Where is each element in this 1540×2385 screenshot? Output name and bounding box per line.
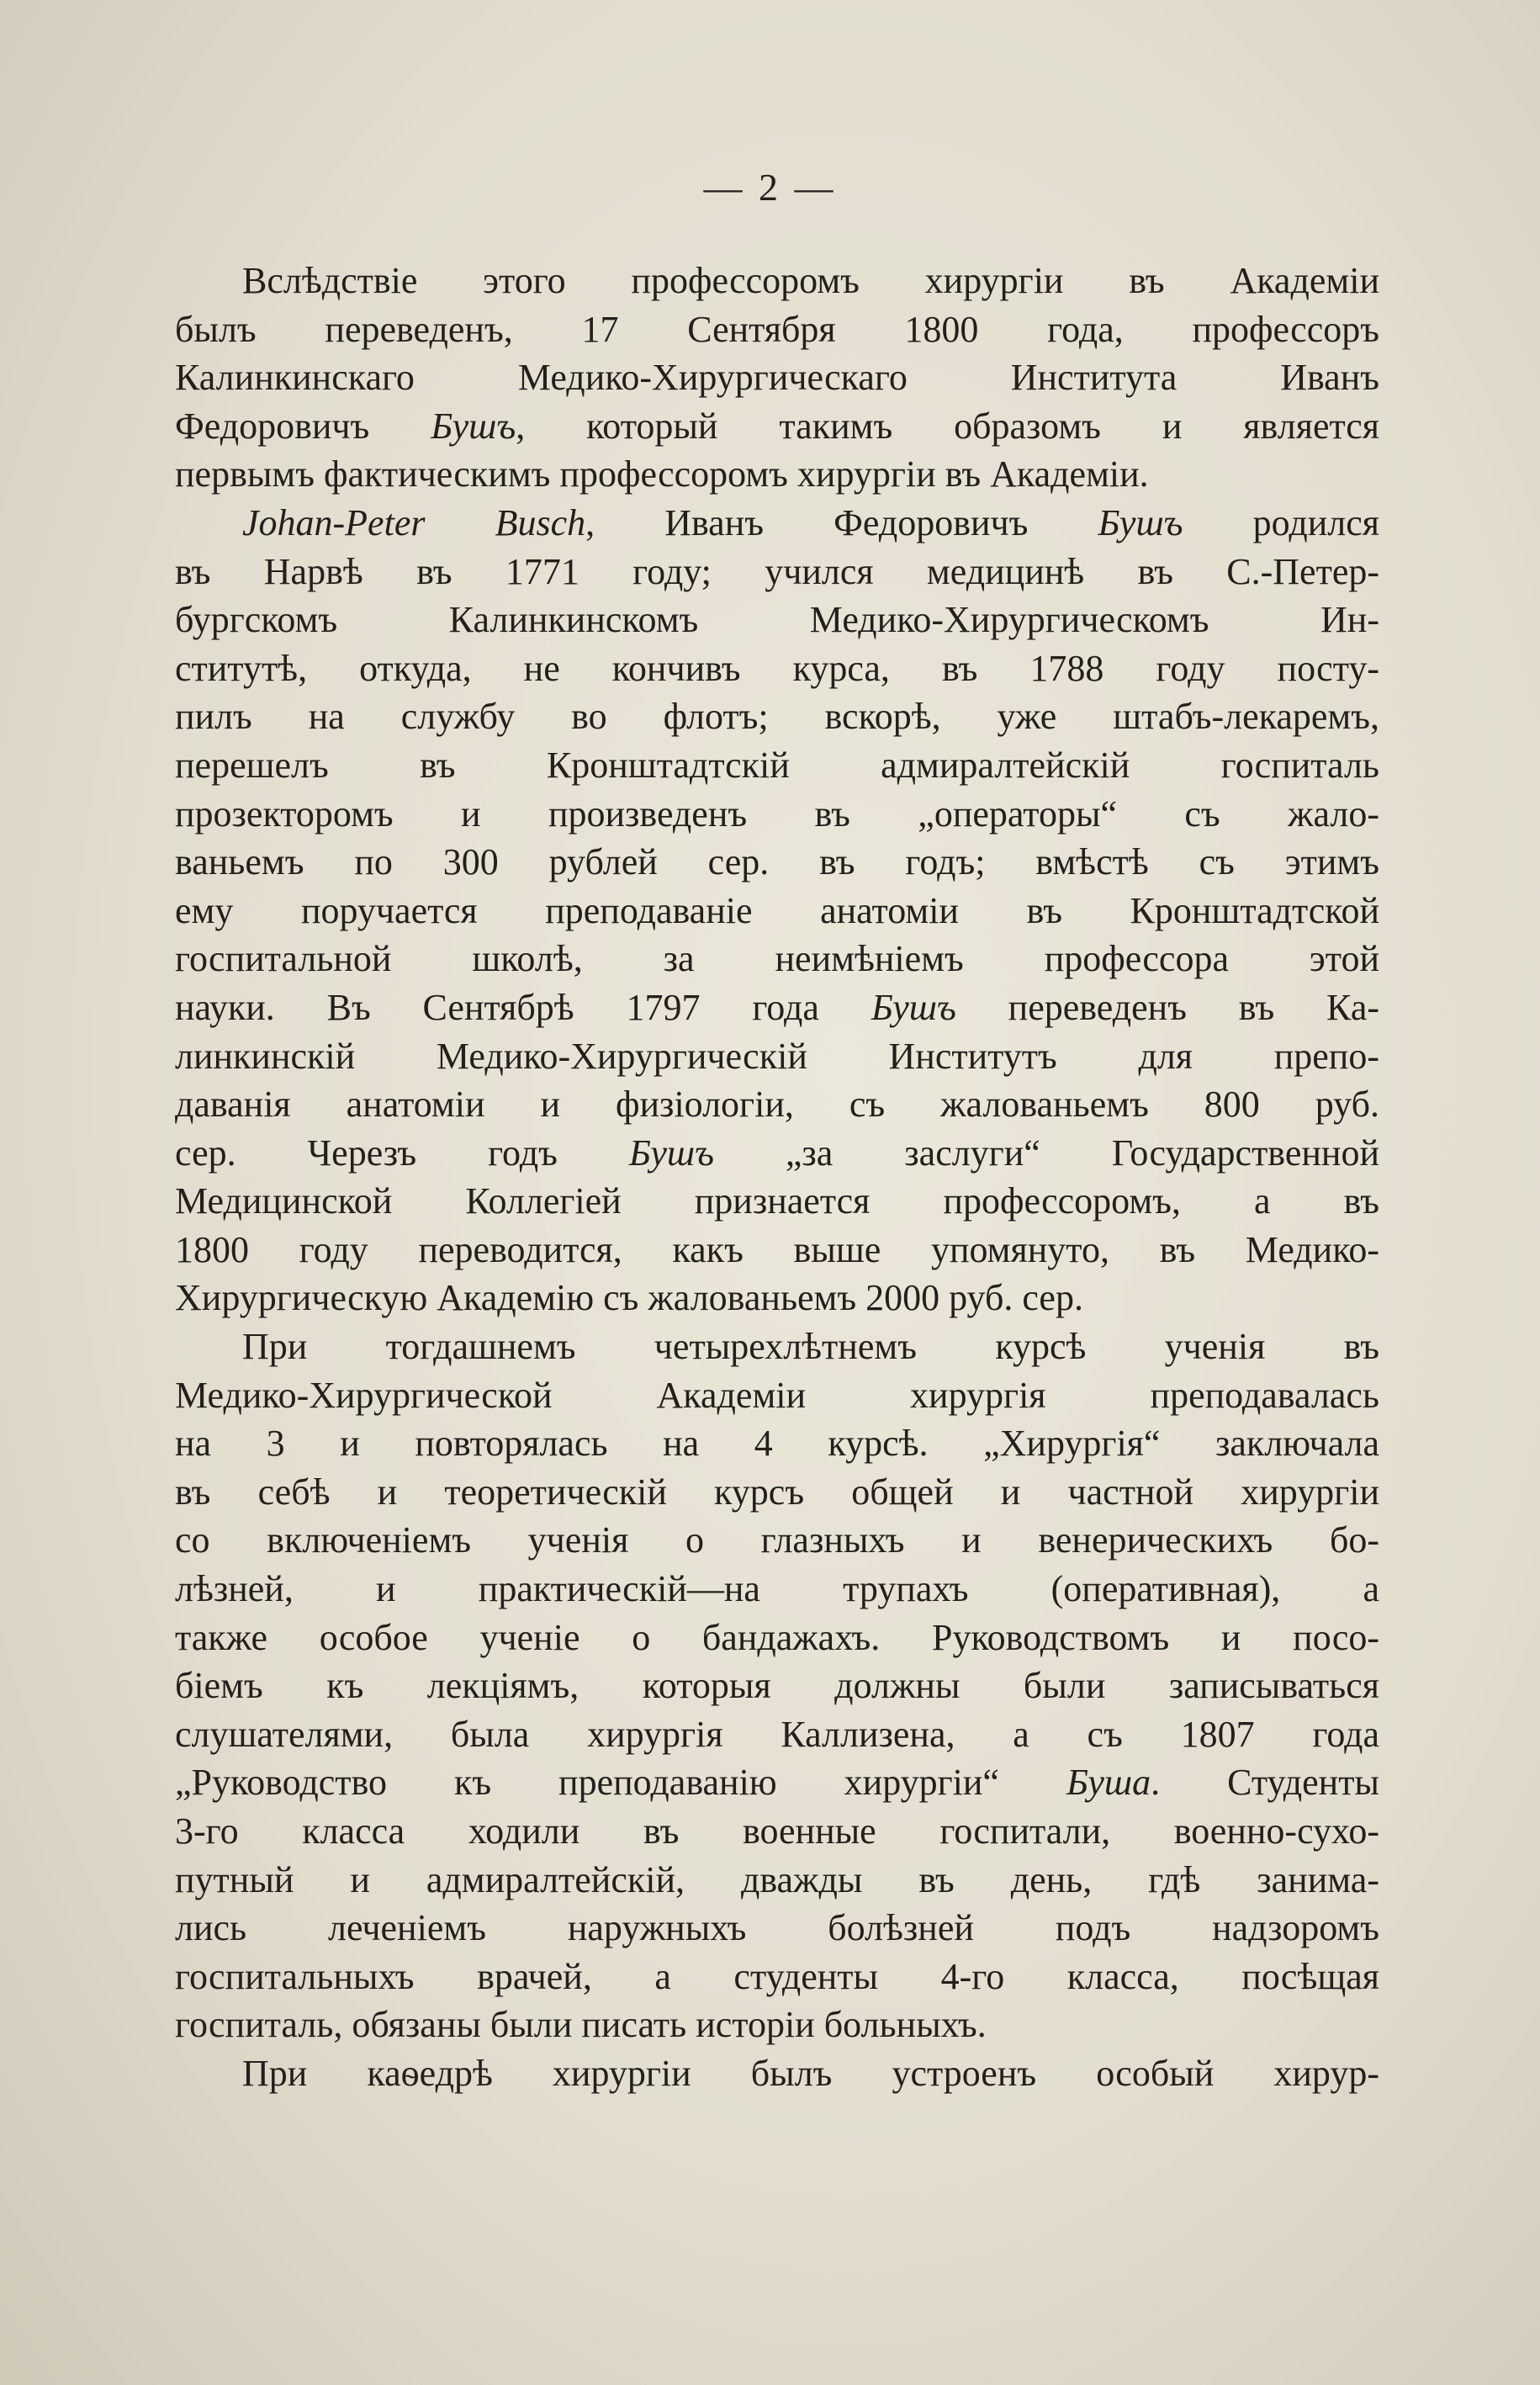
paragraph	[175, 2049, 1379, 2098]
text-run: ваньемъ по 300 рублей сер. въ годъ; вмѣстѣ съ этимъ	[175, 841, 1379, 883]
text-run: ему поручается преподаваніе анатоміи въ Кронштадтской	[175, 889, 1379, 931]
text-run: слушателями, была хирургія Каллизена, а съ 1807 года	[175, 1713, 1379, 1755]
text-line	[175, 1807, 1379, 1856]
text-run: 3-го класса ходили въ военные госпитали, военно-сухо-	[175, 1810, 1379, 1852]
text-line	[175, 548, 1379, 596]
text-line	[175, 741, 1379, 790]
paragraph	[175, 257, 1379, 499]
text-run: родился	[1183, 501, 1380, 543]
text-line	[175, 935, 1379, 983]
text-run: , Иванъ Федоровичъ	[585, 501, 1098, 543]
text-run: лѣзней, и практическій—на трупахъ (оперативная), а	[175, 1568, 1379, 1610]
text-run: на 3 и повторялась на 4 курсѣ. „Хирургія“ заключала	[175, 1423, 1379, 1465]
italic-name: Бушъ	[1098, 501, 1183, 543]
text-run: Калинкинскаго Медико-Хирургическаго Института Иванъ	[175, 357, 1379, 399]
text-line	[175, 1468, 1379, 1517]
text-run: линкинскій Медико-Хирургическій Институтъ для препо-	[175, 1035, 1379, 1077]
text-run: бургскомъ Калинкинскомъ Медико-Хирургическомъ Ин-	[175, 599, 1379, 641]
italic-name: Бушъ	[871, 986, 956, 1028]
text-run: При тогдашнемъ четырехлѣтнемъ курсѣ ученія въ	[242, 1326, 1379, 1368]
italic-name: Johan-Peter Busch	[242, 501, 586, 543]
text-line	[175, 1710, 1379, 1759]
text-line	[175, 305, 1379, 354]
text-run: Медико-Хирургической Академіи хирургія преподавалась	[175, 1374, 1379, 1416]
text-line	[175, 499, 1379, 548]
text-line	[175, 1322, 1379, 1371]
text-line	[175, 353, 1379, 402]
italic-name: Бушъ	[628, 1132, 714, 1174]
text-run: со включеніемъ ученія о глазныхъ и венерическихъ бо-	[175, 1519, 1379, 1561]
text-run: . Студенты	[1151, 1762, 1379, 1804]
text-line	[175, 2001, 1379, 2049]
italic-name: Буша	[1066, 1762, 1151, 1804]
text-run: госпитальной школѣ, за неимѣніемъ профессора этой	[175, 938, 1379, 980]
text-run: въ себѣ и теоретическій курсъ общей и частной хирургіи	[175, 1471, 1379, 1513]
text-run: путный и адмиралтейскій, дважды въ день, гдѣ занима-	[175, 1858, 1379, 1900]
text-line	[175, 2049, 1379, 2098]
text-run: 1800 году переводится, какъ выше упомянуто, въ Медико-	[175, 1228, 1379, 1270]
text-run: Хирургическую Академію съ жалованьемъ 2000 руб. сер.	[175, 1277, 1083, 1319]
text-line	[175, 402, 1379, 451]
text-line	[175, 1274, 1379, 1322]
text-run: Федоровичъ	[175, 405, 431, 447]
text-run: „за заслуги“ Государственной	[713, 1132, 1379, 1174]
text-line	[175, 1758, 1379, 1807]
text-run: былъ переведенъ, 17 Сентября 1800 года, профессоръ	[175, 308, 1379, 350]
text-line	[175, 1904, 1379, 1953]
text-run: переведенъ въ Ка-	[955, 986, 1380, 1028]
main-text	[175, 257, 1379, 2098]
text-line	[175, 1371, 1379, 1420]
paragraph	[175, 1322, 1379, 2049]
text-run: сер. Черезъ годъ	[175, 1132, 629, 1174]
text-line	[175, 1953, 1379, 2001]
text-line	[175, 692, 1379, 741]
text-line	[175, 887, 1379, 935]
text-run: госпитальныхъ врачей, а студенты 4-го класса, посѣщая	[175, 1955, 1379, 1997]
text-run: пилъ на службу во флотъ; вскорѣ, уже штабъ-лекаремъ,	[175, 696, 1379, 738]
text-run: госпиталь, обязаны были писать исторіи больныхъ.	[175, 2004, 987, 2046]
text-line	[175, 838, 1379, 887]
text-run: біемъ къ лекціямъ, которыя должны были записываться	[175, 1665, 1379, 1707]
text-run: науки. Въ Сентябрѣ 1797 года	[175, 986, 871, 1028]
text-line	[175, 983, 1379, 1032]
text-line	[175, 450, 1379, 499]
text-run: , который такимъ образомъ и является	[516, 405, 1380, 447]
text-run: При каѳедрѣ хирургіи былъ устроенъ особый хирур-	[242, 2052, 1379, 2094]
text-line	[175, 1032, 1379, 1081]
text-line	[175, 1565, 1379, 1614]
text-line	[175, 1516, 1379, 1565]
text-line	[175, 596, 1379, 644]
text-run: даванія анатоміи и физіологіи, съ жалованьемъ 800 руб.	[175, 1084, 1379, 1126]
text-line	[175, 1177, 1379, 1226]
text-line	[175, 790, 1379, 839]
text-run: перешелъ въ Кронштадтскій адмиралтейскій госпиталь	[175, 744, 1379, 786]
text-line	[175, 1129, 1379, 1178]
text-line	[175, 1226, 1379, 1275]
italic-name: Бушъ	[431, 405, 516, 447]
text-run: Медицинской Коллегіей признается профессоромъ, а въ	[175, 1180, 1379, 1222]
text-run: первымъ фактическимъ профессоромъ хирургіи въ Академіи.	[175, 453, 1149, 496]
text-line	[175, 1662, 1379, 1710]
text-run: прозекторомъ и произведенъ въ „операторы“ съ жало-	[175, 792, 1379, 835]
text-run: лись леченіемъ наружныхъ болѣзней подъ надзоромъ	[175, 1907, 1379, 1949]
paragraph	[175, 499, 1379, 1322]
text-line	[175, 1419, 1379, 1468]
text-run: ститутѣ, откуда, не кончивъ курса, въ 1788 году посту-	[175, 647, 1379, 689]
page-number: — 2 —	[703, 166, 837, 209]
text-run: въ Нарвѣ въ 1771 году; учился медицинѣ въ С.-Петер-	[175, 550, 1379, 592]
text-line	[175, 1614, 1379, 1662]
text-line	[175, 1856, 1379, 1905]
text-line	[175, 257, 1379, 305]
text-run: „Руководство къ преподаванію хирургіи“	[175, 1762, 1066, 1804]
text-run: также особое ученіе о бандажахъ. Руководствомъ и посо-	[175, 1616, 1379, 1658]
text-run: Вслѣдствіе этого профессоромъ хирургіи въ Академіи	[242, 260, 1379, 301]
text-line	[175, 1080, 1379, 1129]
text-line	[175, 644, 1379, 693]
